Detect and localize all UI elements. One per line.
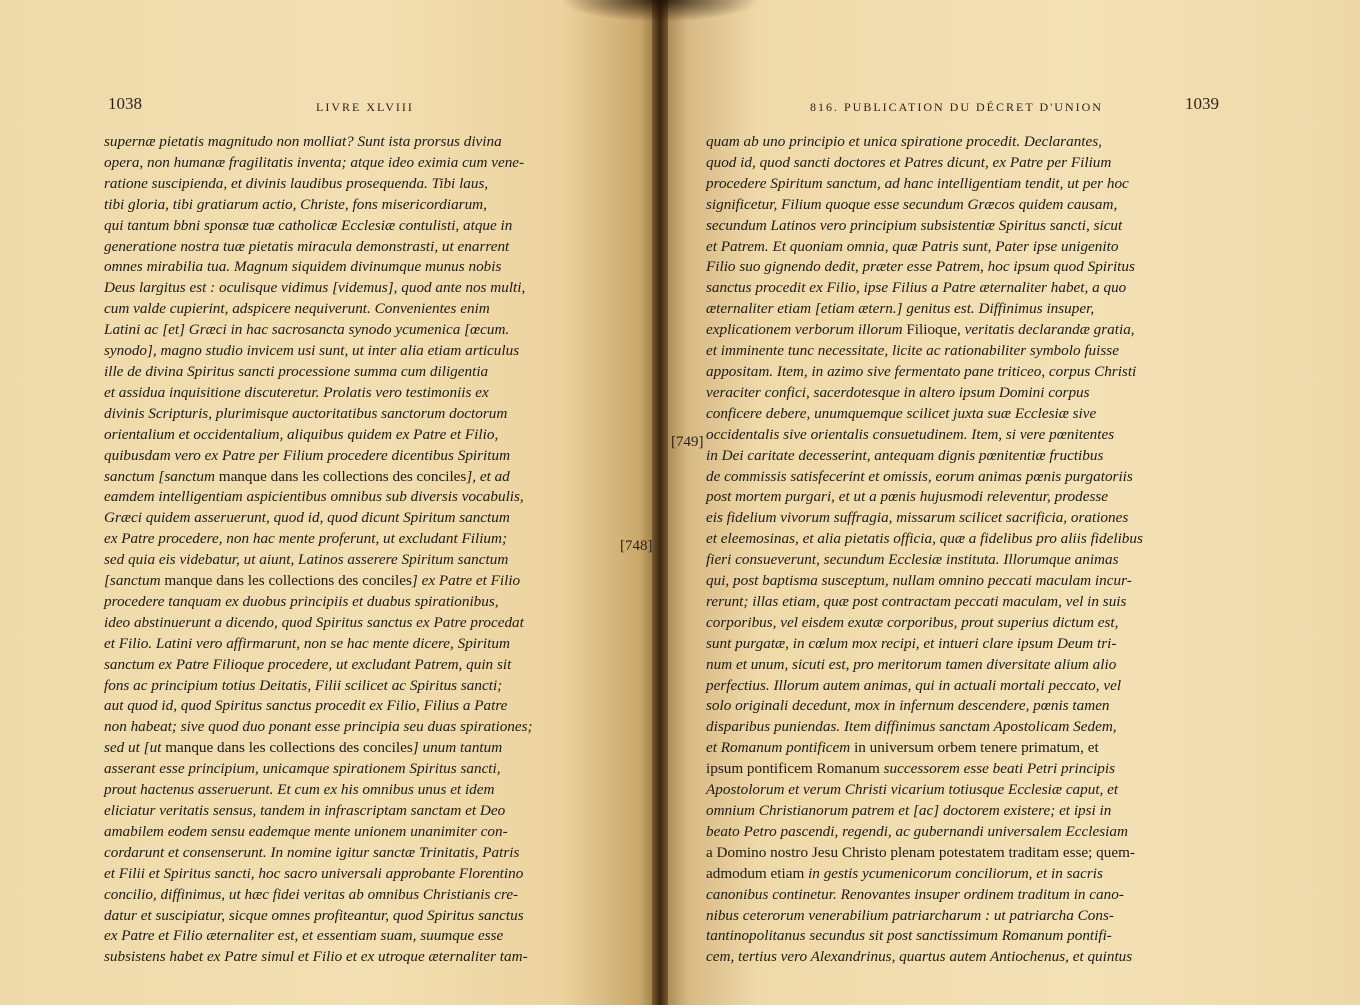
text-line: omnium Christianorum patrem et [ac] doctorem existere; et ipsi in xyxy=(706,802,1112,819)
text-line: eis fidelium vivorum suffragia, missarum scilicet sacrificia, orationes xyxy=(706,509,1129,527)
text-line: omnes mirabilia tua. Magnum siquidem divinumque munus nobis xyxy=(104,258,502,276)
text-line: amabilem eodem sensu eademque mente unionem unanimiter con- xyxy=(104,822,508,840)
text-line: sunt purgatæ, in cœlum mox recipi, et intueri clare ipsum Deum tri- xyxy=(706,634,1117,652)
right-page-number: 1039 xyxy=(1185,94,1219,113)
text-line: de commissis satisfecerint et omissis, eorum animas pœnis purgatoriis xyxy=(706,467,1133,485)
text-line: post mortem purgari, et ut a pœnis hujusmodi releventur, prodesse xyxy=(706,488,1109,506)
text-line: synodo], magno studio invicem usi sunt, ut inter alia etiam articulus xyxy=(104,342,520,360)
text-line: et imminente tunc necessitate, licite ac rationabiliter symbolo fuisse xyxy=(706,342,1119,360)
text-line: opera, non humanæ fragilitatis inventa; atque ideo eximia cum vene- xyxy=(104,153,525,171)
margin-marker-749: [749] xyxy=(671,434,704,450)
text-line: qui, post baptisma susceptum, nullam omnino peccati maculam incur- xyxy=(706,572,1132,590)
text-line: Latini ac [et] Græci in hac sacrosancta synodo ycumenica [œcum. xyxy=(104,321,510,339)
roman-text: manque dans les collections des conciles xyxy=(165,739,413,757)
text-line: ille de divina Spiritus sancti processione summa cum diligentia xyxy=(104,362,489,380)
text-line: cum valde cupierint, adspicere nequiverunt. Convenientes enim xyxy=(104,300,490,318)
text-line: asserant esse principium, unicamque spirationem Spiritus sancti, xyxy=(104,760,501,778)
text-line: subsistens habet ex Patre simul et Filio et ex utroque æternaliter tam- xyxy=(104,948,528,966)
text-line: quod id, quod sancti doctores et Patres dicunt, ex Patre per Filium xyxy=(706,153,1112,171)
right-running-head: 816. PUBLICATION DU DÉCRET D'UNION xyxy=(810,100,1103,114)
text-line: rerunt; illas etiam, quæ post contractam peccati maculam, vel in suis xyxy=(706,592,1127,610)
text-line: non habeat; sive quod duo ponant esse principia seu duas spirationes; xyxy=(104,718,533,736)
text-line: appositam. Item, in azimo sive fermentato pane triticeo, corpus Christi xyxy=(706,362,1137,380)
text-line: et Filio. Latini vero affirmarunt, non se hac mente dicere, Spiritum xyxy=(104,634,510,652)
text-line: et Romanum pontificem in universum orbem tenere primatum, et xyxy=(706,739,1099,757)
text-line: veraciter confici, sacerdotesque in altero ipsum Domini corpus xyxy=(706,383,1090,401)
roman-text: in universum orbem tenere primatum, et xyxy=(854,739,1099,757)
text-line: et eleemosinas, et alia pietatis officia, quæ a fidelibus pro aliis fidelibus xyxy=(706,530,1143,548)
text-line: significetur, Filium quoque esse secundum Græcos quidem causam, xyxy=(706,195,1118,213)
text-line: tibi gloria, tibi gratiarum actio, Christe, fons misericordiarum, xyxy=(104,195,487,213)
text-line: quibusdam vero ex Patre per Filium procedere dicentibus Spiritum xyxy=(104,446,511,464)
text-line: concilio, diffinimus, ut hæc fidei veritas ab omnibus Christianis cre- xyxy=(104,885,519,903)
text-line: cem, tertius vero Alexandrinus, quartus autem Antiochenus, et quintus xyxy=(706,948,1133,966)
roman-text: admodum etiam xyxy=(706,864,805,882)
text-line: orientalium et occidentalium, aliquibus quidem ex Patre et Filio, xyxy=(104,425,499,443)
text-line: Græci quidem asseruerunt, quod id, quod dicunt Spiritum sanctum xyxy=(104,509,510,527)
text-line: ex Patre procedere, non hac mente proferunt, ut excludant Filium; xyxy=(104,530,508,548)
text-line: ipsum pontificem Romanum successorem esse beati Petri principis xyxy=(706,760,1116,778)
right-page-text xyxy=(706,132,1226,968)
text-line: eliciatur veritatis sensus, tandem in infrascriptam sanctam et Deo xyxy=(104,802,506,819)
text-line: et assidua inquisitione discuteretur. Prolatis vero testimoniis ex xyxy=(104,383,489,401)
text-line: divinis Scripturis, plurimisque auctoritatibus sanctorum doctorum xyxy=(104,404,508,422)
roman-text: ipsum pontificem Romanum xyxy=(706,760,880,778)
text-line: perfectius. Illorum autem animas, qui in actuali mortali peccato, vel xyxy=(706,676,1122,694)
text-line: supernæ pietatis magnitudo non molliat? Sunt ista prorsus divina xyxy=(104,133,502,150)
right-page xyxy=(660,0,1360,1005)
text-line: occidentalis sive orientalis consuetudinem. Item, si vere pœnitentes xyxy=(706,425,1115,443)
text-line: ex Patre et Filio æternaliter est, et essentiam suam, suumque esse xyxy=(104,927,504,945)
roman-text: a Domino nostro Jesu Christo plenam potestatem traditam esse; quem- xyxy=(706,843,1135,861)
text-line: ratione suscipienda, et divinis laudibus prosequenda. Tibi laus, xyxy=(104,174,489,192)
text-line: Deus largitus est : oculisque vidimus [videmus], quod ante nos multi, xyxy=(104,279,526,297)
left-page xyxy=(0,0,660,1005)
text-line: sed quia eis videbatur, ut aiunt, Latinos asserere Spiritum sanctum xyxy=(104,551,509,569)
text-line: et Filii et Spiritus sancti, hoc sacro universali approbante Florentino xyxy=(104,864,524,882)
left-running-head: LIVRE XLVIII xyxy=(316,100,414,114)
book-gutter xyxy=(652,0,668,1005)
text-line: aut quod id, quod Spiritus sanctus procedit ex Filio, Filius a Patre xyxy=(104,697,508,715)
text-line: corporibus, vel eisdem exutæ corporibus, prout superius dictum est, xyxy=(706,613,1119,631)
text-line: datur et suscipiatur, sicque omnes profiteantur, quod Spiritus sanctus xyxy=(104,906,524,924)
text-line: fieri consueverunt, secundum Ecclesiæ instituta. Illorumque animas xyxy=(706,551,1119,569)
text-line: nibus ceterorum venerabilium patriarcharum : ut patriarcha Cons- xyxy=(706,906,1114,924)
text-line: æternaliter etiam [etiam ætern.] genitus est. Diffinimus insuper, xyxy=(706,300,1095,318)
text-line: procedere tanquam ex duobus principiis et duabus spirationibus, xyxy=(104,592,499,610)
text-line: solo originali decedunt, mox in infernum descendere, pœnis tamen xyxy=(706,697,1110,715)
text-line: Filio suo gignendo dedit, præter esse Patrem, hoc ipsum quod Spiritus xyxy=(706,258,1135,276)
text-line: sanctum [sanctum manque dans les collections des conciles], et ad xyxy=(104,467,510,485)
text-line: admodum etiam in gestis ycumenicorum conciliorum, et in sacris xyxy=(706,864,1103,882)
roman-text: manque dans les collections des conciles xyxy=(218,467,467,485)
text-line: cordarunt et consenserunt. In nomine igitur sanctæ Trinitatis, Patris xyxy=(104,843,520,861)
text-line: explicationem verborum illorum Filioque, veritatis declarandæ gratia, xyxy=(706,321,1135,339)
text-line: sanctus procedit ex Filio, ipse Filius a Patre æternaliter habet, a quo xyxy=(706,279,1127,297)
text-line: conficere debere, unumquemque scilicet juxta suæ Ecclesiæ sive xyxy=(706,404,1097,422)
text-line: generatione nostra tuæ pietatis miracula demonstrasti, ut enarrent xyxy=(104,237,510,255)
text-line: fons ac principium totius Deitatis, Filii scilicet ac Spiritus sancti; xyxy=(104,676,503,694)
text-line: sed ut [ut manque dans les collections des conciles] unum tantum xyxy=(104,739,503,757)
left-page-text xyxy=(104,132,624,968)
text-line: et Patrem. Et quoniam omnia, quæ Patris sunt, Pater ipse unigenito xyxy=(706,237,1119,255)
text-line xyxy=(706,843,1226,864)
text-line: canonibus continetur. Renovantes insuper ordinem traditum in cano- xyxy=(706,885,1124,903)
roman-text: manque dans les collections des conciles xyxy=(164,572,412,590)
text-line: in Dei caritate decesserint, antequam dignis pœnitentiæ fructibus xyxy=(706,446,1104,464)
text-line: num et unum, sicuti est, pro meritorum tamen diversitate alium alio xyxy=(706,655,1117,673)
text-line: ideo abstinuerunt a dicendo, quod Spiritus sanctus ex Patre procedat xyxy=(104,613,524,631)
text-line: quam ab uno principio et unica spiratione procedit. Declarantes, xyxy=(706,133,1102,150)
text-line: sanctum ex Patre Filioque procedere, ut excludant Patrem, quin sit xyxy=(104,655,512,673)
text-line: beato Petro pascendi, regendi, ac gubernandi universalem Ecclesiam xyxy=(706,822,1128,840)
roman-text: Filioque xyxy=(906,321,957,339)
text-line: procedere Spiritum sanctum, ad hanc intelligentiam tendit, ut per hoc xyxy=(706,174,1129,192)
text-line: Apostolorum et verum Christi vicarium totiusque Ecclesiæ caput, et xyxy=(706,781,1119,799)
text-line: secundum Latinos vero principium subsistentiæ Spiritus sancti, sicut xyxy=(706,216,1123,234)
binding-shadow xyxy=(560,0,760,22)
left-page-number: 1038 xyxy=(108,94,142,113)
text-line: qui tantum bbni sponsæ tuæ catholicæ Ecclesiæ contulisti, atque in xyxy=(104,216,513,234)
text-line: disparibus puniendas. Item diffinimus sanctam Apostolicam Sedem, xyxy=(706,718,1117,736)
text-line: eamdem intelligentiam aspicientibus omnibus sub diversis vocabulis, xyxy=(104,488,524,506)
margin-marker-748: [748] xyxy=(620,538,653,554)
text-line: [sanctum manque dans les collections des conciles] ex Patre et Filio xyxy=(104,572,521,590)
text-line: tantinopolitanus secundus sit post sanctissimum Romanum pontifi- xyxy=(706,927,1112,945)
text-line: prout hactenus asseruerunt. Et cum ex his omnibus unus et idem xyxy=(104,781,495,799)
